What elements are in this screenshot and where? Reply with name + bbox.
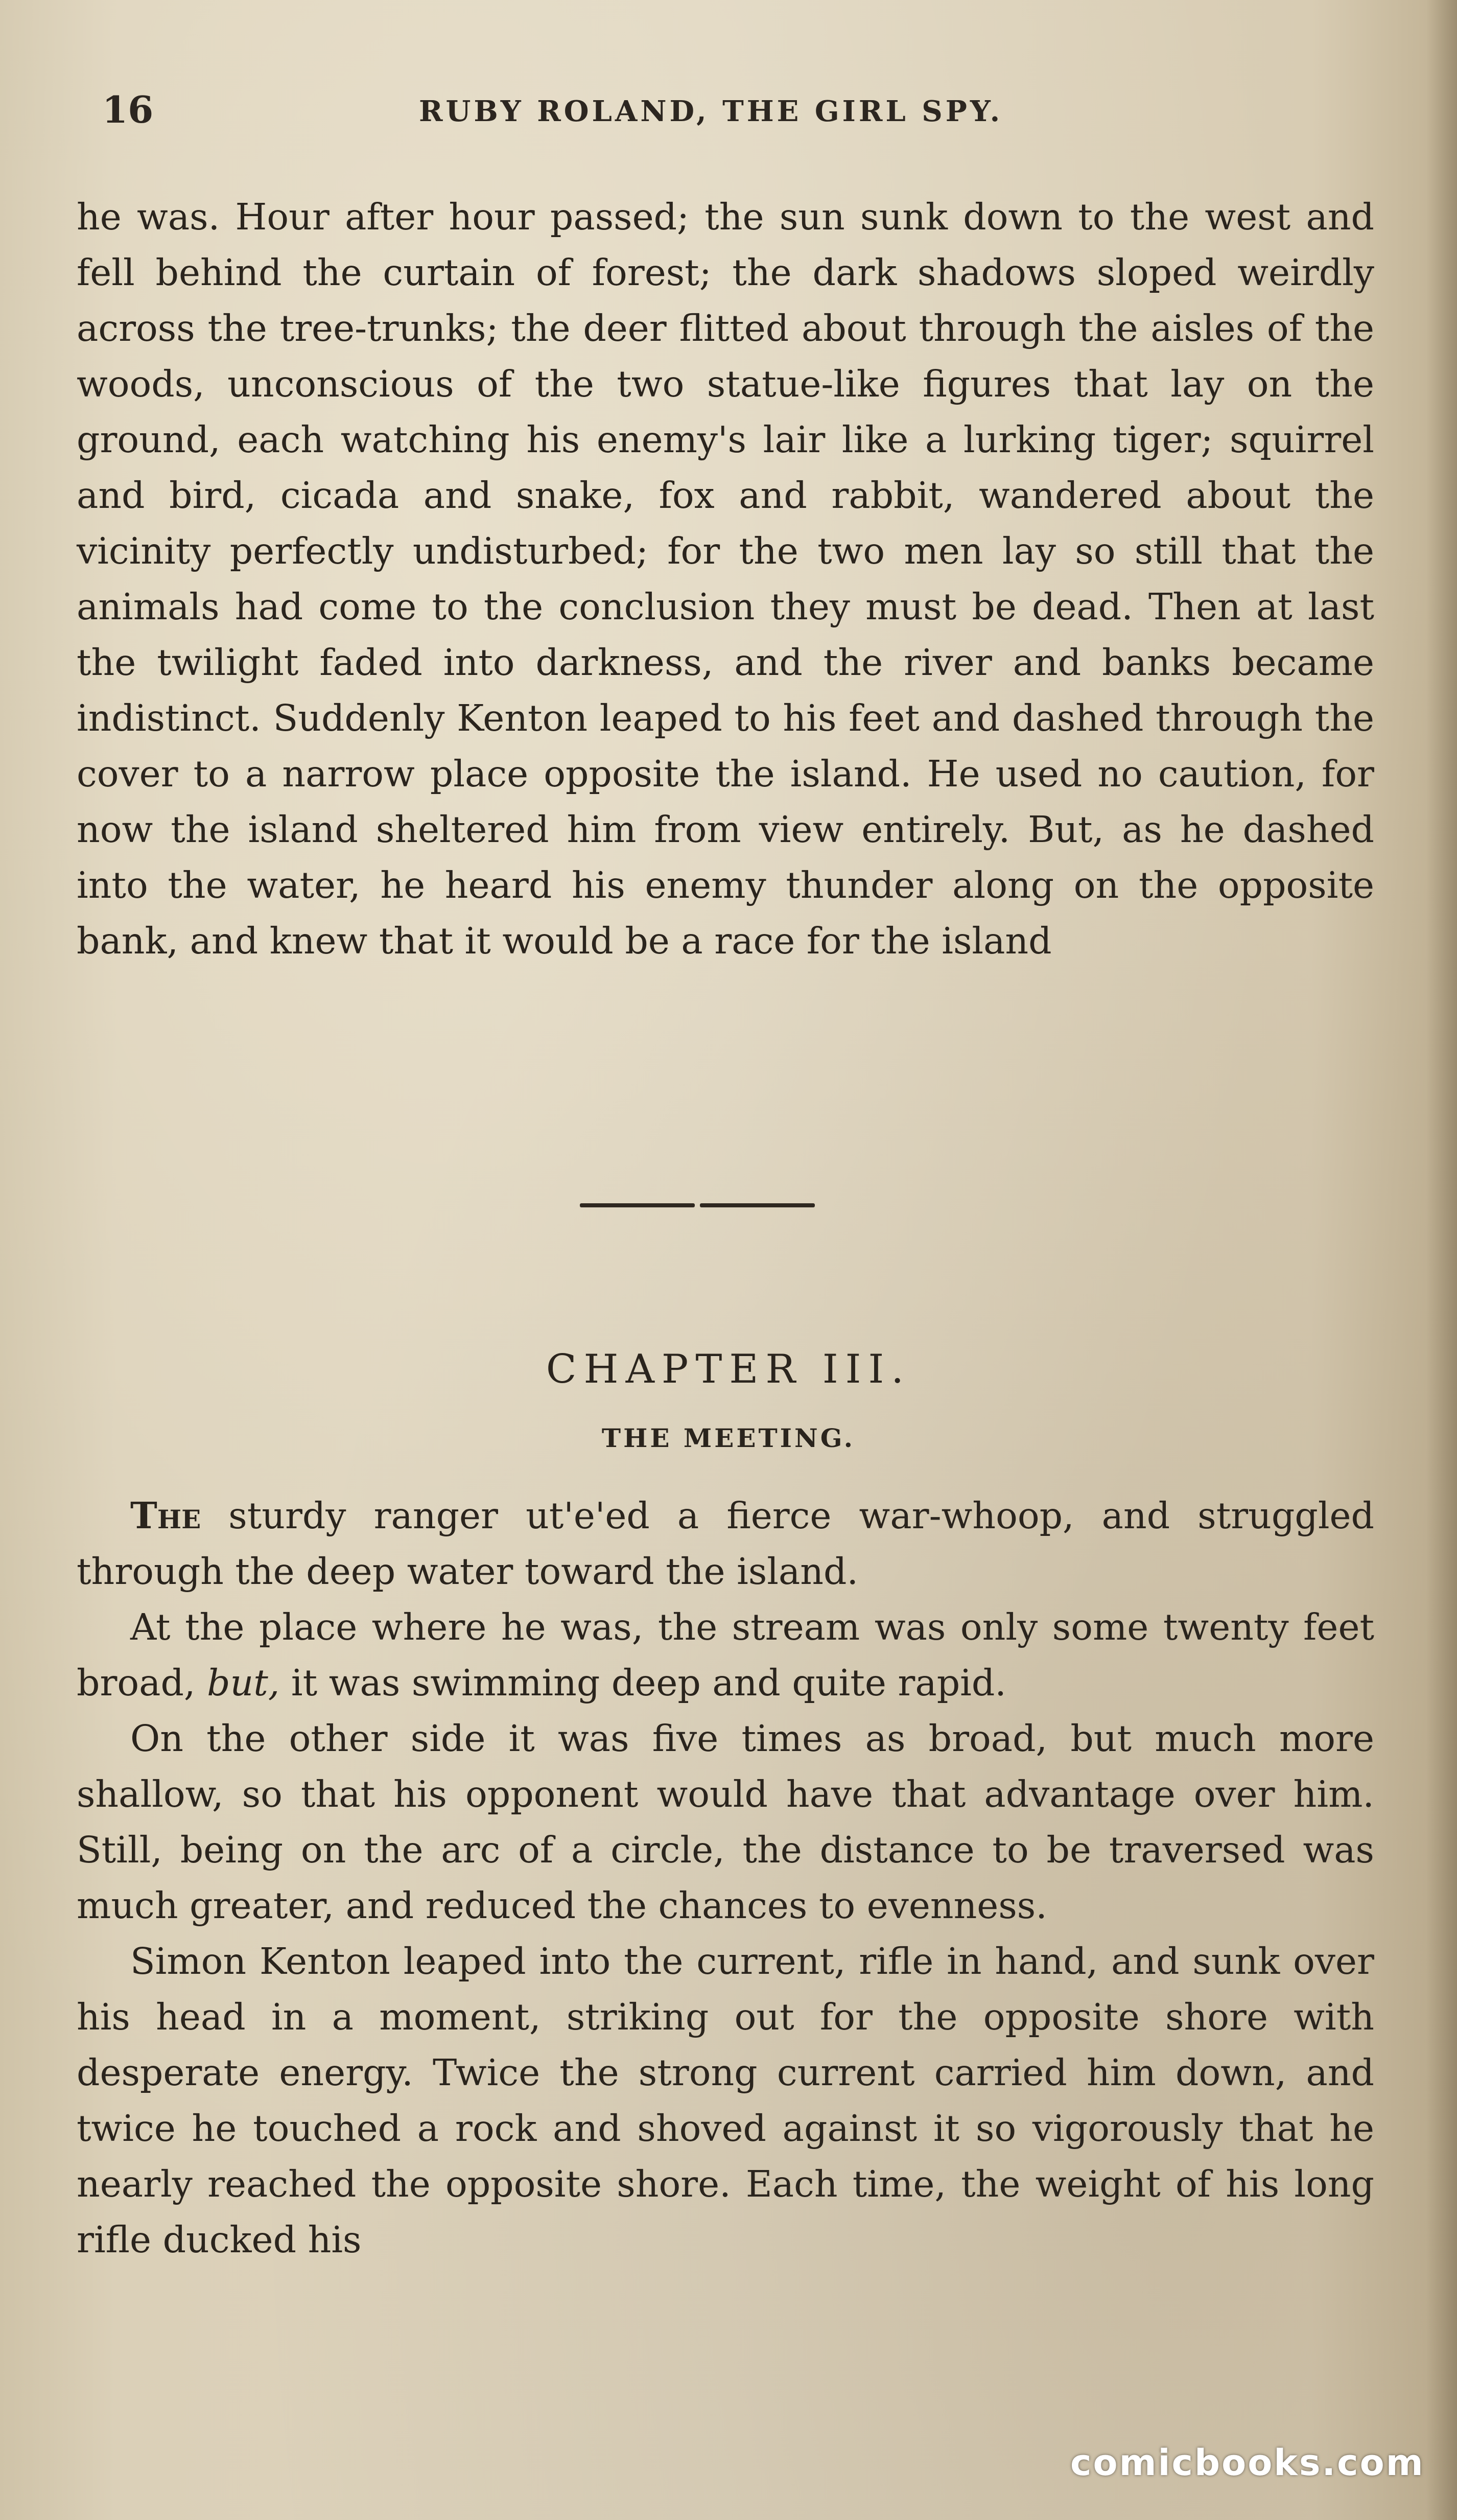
running-title: RUBY ROLAND, THE GIRL SPY. <box>419 95 1003 128</box>
paragraph-1 <box>77 1488 1374 1599</box>
running-head <box>102 87 1379 133</box>
page-number: 16 <box>102 88 154 131</box>
divider-right-dash <box>700 1203 815 1207</box>
divider-left-dash <box>580 1203 695 1207</box>
paragraph-2-after: it was swimming deep and quite rapid. <box>279 1662 1006 1704</box>
paragraph-continued: he was. Hour after hour passed; the sun sunk down to the west and fell behind the curtain of forest; the dark shadows sloped weirdly across the tree-trunks; the deer flitted about through the aisles of the woods, unconscious of the two statue-like figures that lay on the ground, each watching his enemy's lair like a lurking tiger; squirrel and bird, cicada and snake, fox and rabbit, wandered about the vicinity perfectly undisturbed; for the two men lay so still that the animals had come to the conclusion they must be dead. Then at last the twilight faded into darkness, and the river and banks became indistinct. Suddenly Kenton leaped to his feet and dashed through the cover to a narrow place opposite the island. He used no caution, for now the island sheltered him from view entirely. But, as he dashed into the water, he heard his enemy thunder along on the opposite bank, and knew that it would be a race for the island <box>77 196 1374 962</box>
paragraph-1-rest: sturdy ranger ut'e'ed a fierce war-whoop, and struggled through the deep water toward the island. <box>77 1495 1374 1593</box>
paragraph-3: On the other side it was five times as broad, but much more shallow, so that his opponent would have that advantage over him. Still, being on the arc of a circle, the distance to be traversed was much greater, and reduced the chances to evenness. <box>77 1717 1374 1927</box>
body-text-before-chapter <box>77 189 1374 969</box>
paragraph-4: Simon Kenton leaped into the current, rifle in hand, and sunk over his head in a moment, striking out for the opposite shore with desperate energy. Twice the strong current carried him down, and twice he touched a rock and shoved against it so vigorously that he nearly reached the opposite shore. Each time, the weight of his long rifle ducked his <box>77 1940 1374 2261</box>
paragraph-2-italic: but, <box>207 1662 280 1704</box>
paragraph-2-before: At the place where he was, the stream was only some twenty feet broad, <box>77 1606 1374 1704</box>
section-divider <box>580 1203 815 1208</box>
body-text-chapter <box>77 1488 1374 2268</box>
paragraph-2 <box>77 1599 1374 1711</box>
watermark: comicbooks.com <box>1070 2442 1425 2484</box>
paragraph-1-lead: The <box>130 1494 201 1537</box>
page-edge-shadow <box>1426 0 1457 2520</box>
chapter-heading: CHAPTER III. <box>546 1346 911 1392</box>
chapter-subtitle: THE MEETING. <box>601 1423 856 1453</box>
